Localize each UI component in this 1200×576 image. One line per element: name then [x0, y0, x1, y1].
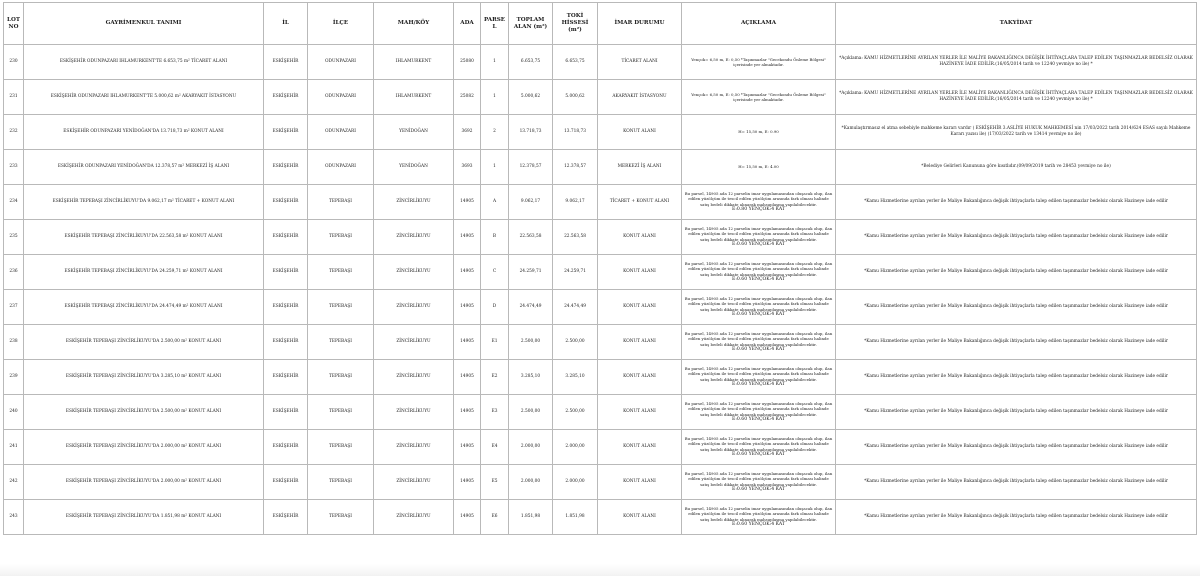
- cell-il: ESKİŞEHİR: [264, 150, 308, 185]
- bottom-fade: [0, 564, 1200, 576]
- cell-imar-durumu: KONUT ALANI: [598, 360, 682, 395]
- cell-imar-durumu: KONUT ALANI: [598, 500, 682, 535]
- cell-lot-no: 232: [4, 115, 24, 150]
- cell-ada: 14905: [454, 360, 481, 395]
- cell-lot-no: 234: [4, 185, 24, 220]
- table-row: [4, 430, 1197, 465]
- table-row: [4, 325, 1197, 360]
- header-imar-durumu: İMAR DURUMU: [598, 3, 682, 45]
- cell-parsel: E1: [481, 325, 509, 360]
- cell-toki-hissesi: 22.563,58: [553, 220, 598, 255]
- aciklama-text: Bu parsel, 14905 ada 12 parselin imar uygulamasından oluşacak olup, ilan edilen yüzölçüm ile tescil edilen yüzölçüm arasında fark olması halinde satış bedeli dikkate alınarak mahsuplaşma yapılabilecektir.: [684, 506, 833, 522]
- aciklama-kat: E:0.60 YENÇOK:4 KAT: [731, 311, 785, 317]
- cell-imar-durumu: KONUT ALANI: [598, 395, 682, 430]
- aciklama-text: Bu parsel, 14905 ada 12 parselin imar uygulamasından oluşacak olup, ilan edilen yüzölçüm ile tescil edilen yüzölçüm arasında fark olması halinde satış bedeli dikkate alınarak mahsuplaşma yapılabilecektir.: [684, 191, 833, 207]
- cell-aciklama: [682, 115, 836, 150]
- cell-il: ESKİŞEHİR: [264, 395, 308, 430]
- cell-il: ESKİŞEHİR: [264, 465, 308, 500]
- cell-il: ESKİŞEHİR: [264, 80, 308, 115]
- cell-toki-hissesi: 9.062,17: [553, 185, 598, 220]
- cell-toki-hissesi: 12.378,57: [553, 150, 598, 185]
- cell-ada: 3693: [454, 150, 481, 185]
- table-row: [4, 185, 1197, 220]
- cell-lot-no: 231: [4, 80, 24, 115]
- cell-il: ESKİŞEHİR: [264, 115, 308, 150]
- cell-aciklama: [682, 395, 836, 430]
- cell-imar-durumu: KONUT ALANI: [598, 255, 682, 290]
- aciklama-text: Yençok= 6,50 m, E: 0,50 *Taşınmazlar "Gecekondu Önleme Bölgesi" içerisinde yer almaktadır.: [691, 56, 826, 67]
- table-header: [4, 3, 1197, 45]
- cell-ilce: TEPEBAŞI: [308, 325, 374, 360]
- cell-ilce: TEPEBAŞI: [308, 465, 374, 500]
- aciklama-kat: E:0.60 YENÇOK:4 KAT: [731, 276, 785, 282]
- header-ilce: İLÇE: [308, 3, 374, 45]
- cell-toki-hissesi: 24.474,49: [553, 290, 598, 325]
- cell-parsel: 1: [481, 80, 509, 115]
- cell-gayrimenkul-tanimi: ESKİŞEHİR ODUNPAZARI YENİDOĞAN'DA 13.718,73 m² KONUT ALANI: [24, 115, 264, 150]
- header-aciklama: AÇIKLAMA: [682, 3, 836, 45]
- header-toplam-alan: TOPLAM ALAN (m²): [509, 3, 553, 45]
- cell-mahalle: ZİNCİRLİKUYU: [374, 325, 454, 360]
- cell-takyidat: *Kamu Hizmetlerine ayrılan yerler ile Maliye Bakanlığınca değişik ihtiyaçlarla talep edilen taşınmazlar bedelsiz olarak Hazineye iade edilir: [836, 430, 1197, 465]
- cell-gayrimenkul-tanimi: ESKİŞEHİR TEPEBAŞI ZİNCİRLİKUYU'DA 1.851,98 m² KONUT ALANI: [24, 500, 264, 535]
- cell-ilce: TEPEBAŞI: [308, 360, 374, 395]
- lot-table: [3, 2, 1197, 535]
- cell-gayrimenkul-tanimi: ESKİŞEHİR TEPEBAŞI ZİNCİRLİKUYU'DA 2.500,00 m² KONUT ALANI: [24, 395, 264, 430]
- table-row: [4, 290, 1197, 325]
- cell-il: ESKİŞEHİR: [264, 430, 308, 465]
- cell-toplam-alan: 2.000,00: [509, 465, 553, 500]
- cell-ilce: TEPEBAŞI: [308, 395, 374, 430]
- cell-takyidat: *Açıklama: KAMU HİZMETLERİNE AYRILAN YERLER İLE MALİYE BAKANLIĞINCA DEĞİŞİK İHTİYAÇLARA TALEP EDİLEN TAŞINMAZLAR BEDELSİZ OLARAK HAZİNEYE İADE EDİLİR.(16/05/2014 tarih ve 12240 yevmiye no ile) *: [836, 45, 1197, 80]
- cell-toki-hissesi: 5.000,62: [553, 80, 598, 115]
- cell-aciklama: [682, 325, 836, 360]
- cell-aciklama: [682, 500, 836, 535]
- cell-parsel: A: [481, 185, 509, 220]
- cell-aciklama: [682, 185, 836, 220]
- cell-takyidat: *Kamu Hizmetlerine ayrılan yerler ile Maliye Bakanlığınca değişik ihtiyaçlarla talep edilen taşınmazlar bedelsiz olarak Hazineye iade edilir: [836, 185, 1197, 220]
- cell-aciklama: [682, 220, 836, 255]
- cell-takyidat: *Kamu Hizmetlerine ayrılan yerler ile Maliye Bakanlığınca değişik ihtiyaçlarla talep edilen taşınmazlar bedelsiz olarak Hazineye iade edilir: [836, 220, 1197, 255]
- cell-toplam-alan: 6.653,75: [509, 45, 553, 80]
- cell-toplam-alan: 2.500,00: [509, 395, 553, 430]
- cell-takyidat: *Kamu Hizmetlerine ayrılan yerler ile Maliye Bakanlığınca değişik ihtiyaçlarla talep edilen taşınmazlar bedelsiz olarak Hazineye iade edilir: [836, 465, 1197, 500]
- cell-il: ESKİŞEHİR: [264, 220, 308, 255]
- cell-ilce: TEPEBAŞI: [308, 430, 374, 465]
- cell-mahalle: ZİNCİRLİKUYU: [374, 500, 454, 535]
- cell-ilce: ODUNPAZARI: [308, 150, 374, 185]
- cell-parsel: E2: [481, 360, 509, 395]
- cell-toplam-alan: 24.259,71: [509, 255, 553, 290]
- cell-gayrimenkul-tanimi: ESKİŞEHİR TEPEBAŞI ZİNCİRLİKUYU'DA 9.062,17 m² TİCARET + KONUT ALANI: [24, 185, 264, 220]
- cell-ada: 14905: [454, 255, 481, 290]
- cell-ada: 25082: [454, 80, 481, 115]
- aciklama-kat: E:0.60 YENÇOK:4 KAT: [731, 416, 785, 422]
- cell-ilce: TEPEBAŞI: [308, 185, 374, 220]
- header-row: [4, 3, 1197, 45]
- header-lot-no: LOT NO: [4, 3, 24, 45]
- cell-parsel: E3: [481, 395, 509, 430]
- cell-takyidat: *Kamu Hizmetlerine ayrılan yerler ile Maliye Bakanlığınca değişik ihtiyaçlarla talep edilen taşınmazlar bedelsiz olarak Hazineye iade edilir: [836, 255, 1197, 290]
- aciklama-kat: E:0.60 YENÇOK:4 KAT: [731, 521, 785, 527]
- cell-imar-durumu: MERKEZİ İŞ ALANI: [598, 150, 682, 185]
- cell-ada: 3692: [454, 115, 481, 150]
- aciklama-kat: E:0.60 YENÇOK:4 KAT: [731, 241, 785, 247]
- cell-mahalle: IHLAMURKENT: [374, 80, 454, 115]
- cell-parsel: 1: [481, 150, 509, 185]
- cell-ilce: ODUNPAZARI: [308, 80, 374, 115]
- cell-aciklama: [682, 360, 836, 395]
- cell-imar-durumu: KONUT ALANI: [598, 220, 682, 255]
- cell-gayrimenkul-tanimi: ESKİŞEHİR ODUNPAZARI IHLAMURKENT'TE 6.653,75 m² TİCARET ALANI: [24, 45, 264, 80]
- aciklama-text: Bu parsel, 14905 ada 12 parselin imar uygulamasından oluşacak olup, ilan edilen yüzölçüm ile tescil edilen yüzölçüm arasında fark olması halinde satış bedeli dikkate alınarak mahsuplaşma yapılabilecektir.: [684, 366, 833, 382]
- table-row: [4, 395, 1197, 430]
- cell-imar-durumu: KONUT ALANI: [598, 430, 682, 465]
- cell-toplam-alan: 5.000,62: [509, 80, 553, 115]
- cell-lot-no: 242: [4, 465, 24, 500]
- cell-imar-durumu: KONUT ALANI: [598, 325, 682, 360]
- aciklama-text: Yençok= 6,50 m, E: 0,50 *Taşınmazlar "Gecekondu Önleme Bölgesi" içerisinde yer almaktadır.: [691, 91, 826, 102]
- cell-ilce: ODUNPAZARI: [308, 45, 374, 80]
- cell-lot-no: 241: [4, 430, 24, 465]
- cell-lot-no: 240: [4, 395, 24, 430]
- cell-lot-no: 238: [4, 325, 24, 360]
- cell-il: ESKİŞEHİR: [264, 45, 308, 80]
- cell-toki-hissesi: 2.000,00: [553, 430, 598, 465]
- cell-ada: 14905: [454, 500, 481, 535]
- cell-aciklama: [682, 150, 836, 185]
- cell-gayrimenkul-tanimi: ESKİŞEHİR TEPEBAŞI ZİNCİRLİKUYU'DA 24.259,71 m² KONUT ALANI: [24, 255, 264, 290]
- cell-gayrimenkul-tanimi: ESKİŞEHİR TEPEBAŞI ZİNCİRLİKUYU'DA 22.563,58 m² KONUT ALANI: [24, 220, 264, 255]
- cell-aciklama: [682, 430, 836, 465]
- cell-gayrimenkul-tanimi: ESKİŞEHİR ODUNPAZARI IHLAMURKENT'TE 5.000,62 m² AKARYAKIT İSTASYONU: [24, 80, 264, 115]
- aciklama-kat: E:0.60 YENÇOK:4 KAT: [731, 381, 785, 387]
- table-row: [4, 255, 1197, 290]
- cell-takyidat: *Kamu Hizmetlerine ayrılan yerler ile Maliye Bakanlığınca değişik ihtiyaçlarla talep edilen taşınmazlar bedelsiz olarak Hazineye iade edilir: [836, 325, 1197, 360]
- cell-takyidat: *Kamu Hizmetlerine ayrılan yerler ile Maliye Bakanlığınca değişik ihtiyaçlarla talep edilen taşınmazlar bedelsiz olarak Hazineye iade edilir: [836, 500, 1197, 535]
- table-row: [4, 150, 1197, 185]
- table-body: [4, 45, 1197, 535]
- cell-mahalle: ZİNCİRLİKUYU: [374, 220, 454, 255]
- aciklama-text: Bu parsel, 14905 ada 12 parselin imar uygulamasından oluşacak olup, ilan edilen yüzölçüm ile tescil edilen yüzölçüm arasında fark olması halinde satış bedeli dikkate alınarak mahsuplaşma yapılabilecektir.: [684, 296, 833, 312]
- cell-ada: 14905: [454, 185, 481, 220]
- cell-il: ESKİŞEHİR: [264, 255, 308, 290]
- cell-ilce: TEPEBAŞI: [308, 255, 374, 290]
- cell-imar-durumu: KONUT ALANI: [598, 290, 682, 325]
- cell-gayrimenkul-tanimi: ESKİŞEHİR TEPEBAŞI ZİNCİRLİKUYU'DA 24.474,49 m² KONUT ALANI: [24, 290, 264, 325]
- cell-mahalle: ZİNCİRLİKUYU: [374, 255, 454, 290]
- header-mahalle: MAH/KÖY: [374, 3, 454, 45]
- cell-takyidat: *Açıklama: KAMU HİZMETLERİNE AYRILAN YERLER İLE MALİYE BAKANLIĞINCA DEĞİŞİK İHTİYAÇLARA TALEP EDİLEN TAŞINMAZLAR BEDELSİZ OLARAK HAZİNEYE İADE EDİLİR.(16/05/2014 tarih ve 12240 yevmiye no ile) *: [836, 80, 1197, 115]
- cell-ada: 14905: [454, 325, 481, 360]
- cell-takyidat: *Kamu Hizmetlerine ayrılan yerler ile Maliye Bakanlığınca değişik ihtiyaçlarla talep edilen taşınmazlar bedelsiz olarak Hazineye iade edilir: [836, 290, 1197, 325]
- cell-aciklama: [682, 290, 836, 325]
- cell-ada: 14905: [454, 430, 481, 465]
- cell-aciklama: [682, 255, 836, 290]
- cell-toki-hissesi: 3.285,10: [553, 360, 598, 395]
- cell-imar-durumu: TİCARET + KONUT ALANI: [598, 185, 682, 220]
- aciklama-text: Bu parsel, 14905 ada 12 parselin imar uygulamasından oluşacak olup, ilan edilen yüzölçüm ile tescil edilen yüzölçüm arasında fark olması halinde satış bedeli dikkate alınarak mahsuplaşma yapılabilecektir.: [684, 471, 833, 487]
- aciklama-text: Bu parsel, 14905 ada 12 parselin imar uygulamasından oluşacak olup, ilan edilen yüzölçüm ile tescil edilen yüzölçüm arasında fark olması halinde satış bedeli dikkate alınarak mahsuplaşma yapılabilecektir.: [684, 436, 833, 452]
- cell-parsel: B: [481, 220, 509, 255]
- cell-il: ESKİŞEHİR: [264, 290, 308, 325]
- cell-ada: 14905: [454, 220, 481, 255]
- cell-il: ESKİŞEHİR: [264, 360, 308, 395]
- table-row: [4, 115, 1197, 150]
- cell-ilce: TEPEBAŞI: [308, 290, 374, 325]
- cell-toplam-alan: 12.378,57: [509, 150, 553, 185]
- cell-lot-no: 235: [4, 220, 24, 255]
- cell-lot-no: 239: [4, 360, 24, 395]
- cell-mahalle: ZİNCİRLİKUYU: [374, 290, 454, 325]
- cell-toki-hissesi: 2.500,00: [553, 325, 598, 360]
- cell-ada: 14905: [454, 290, 481, 325]
- cell-il: ESKİŞEHİR: [264, 185, 308, 220]
- cell-ilce: TEPEBAŞI: [308, 220, 374, 255]
- table-row: [4, 360, 1197, 395]
- cell-mahalle: ZİNCİRLİKUYU: [374, 185, 454, 220]
- cell-parsel: 2: [481, 115, 509, 150]
- cell-mahalle: IHLAMURKENT: [374, 45, 454, 80]
- cell-lot-no: 236: [4, 255, 24, 290]
- cell-parsel: C: [481, 255, 509, 290]
- cell-toplam-alan: 24.474,49: [509, 290, 553, 325]
- cell-gayrimenkul-tanimi: ESKİŞEHİR ODUNPAZARI YENİDOĞAN'DA 12.378,57 m² MERKEZİ İŞ ALANI: [24, 150, 264, 185]
- cell-toplam-alan: 2.000,00: [509, 430, 553, 465]
- cell-ada: 25080: [454, 45, 481, 80]
- cell-takyidat: *Belediye Gelirleri Kanununa göre kısıtlıdır.(09/09/2019 tarih ve 28453 yevmiye no ile): [836, 150, 1197, 185]
- cell-parsel: E4: [481, 430, 509, 465]
- cell-gayrimenkul-tanimi: ESKİŞEHİR TEPEBAŞI ZİNCİRLİKUYU'DA 2.500,00 m² KONUT ALANI: [24, 325, 264, 360]
- cell-ada: 14905: [454, 395, 481, 430]
- cell-gayrimenkul-tanimi: ESKİŞEHİR TEPEBAŞI ZİNCİRLİKUYU'DA 2.000,00 m² KONUT ALANI: [24, 430, 264, 465]
- cell-lot-no: 230: [4, 45, 24, 80]
- cell-il: ESKİŞEHİR: [264, 325, 308, 360]
- cell-takyidat: *Kamu Hizmetlerine ayrılan yerler ile Maliye Bakanlığınca değişik ihtiyaçlarla talep edilen taşınmazlar bedelsiz olarak Hazineye iade edilir: [836, 395, 1197, 430]
- cell-toplam-alan: 3.285,10: [509, 360, 553, 395]
- cell-takyidat: *Kamu Hizmetlerine ayrılan yerler ile Maliye Bakanlığınca değişik ihtiyaçlarla talep edilen taşınmazlar bedelsiz olarak Hazineye iade edilir: [836, 360, 1197, 395]
- cell-toki-hissesi: 6.653,75: [553, 45, 598, 80]
- cell-gayrimenkul-tanimi: ESKİŞEHİR TEPEBAŞI ZİNCİRLİKUYU'DA 3.285,10 m² KONUT ALANI: [24, 360, 264, 395]
- cell-lot-no: 243: [4, 500, 24, 535]
- cell-toki-hissesi: 2.500,00: [553, 395, 598, 430]
- table-row: [4, 500, 1197, 535]
- table-row: [4, 220, 1197, 255]
- table-row: [4, 80, 1197, 115]
- cell-toplam-alan: 22.563,58: [509, 220, 553, 255]
- cell-mahalle: ZİNCİRLİKUYU: [374, 360, 454, 395]
- cell-aciklama: [682, 45, 836, 80]
- cell-mahalle: YENİDOĞAN: [374, 115, 454, 150]
- cell-toplam-alan: 9.062,17: [509, 185, 553, 220]
- cell-imar-durumu: KONUT ALANI: [598, 115, 682, 150]
- cell-parsel: E5: [481, 465, 509, 500]
- aciklama-text: Bu parsel, 14905 ada 12 parselin imar uygulamasından oluşacak olup, ilan edilen yüzölçüm ile tescil edilen yüzölçüm arasında fark olması halinde satış bedeli dikkate alınarak mahsuplaşma yapılabilecektir.: [684, 331, 833, 347]
- cell-imar-durumu: KONUT ALANI: [598, 465, 682, 500]
- cell-toki-hissesi: 2.000,00: [553, 465, 598, 500]
- cell-mahalle: YENİDOĞAN: [374, 150, 454, 185]
- aciklama-kat: E:0.80 YENÇOK:4 KAT: [731, 206, 785, 212]
- cell-toplam-alan: 2.500,00: [509, 325, 553, 360]
- cell-toplam-alan: 13.718,73: [509, 115, 553, 150]
- header-toki-hissesi: TOKİ HİSSESİ (m²): [553, 3, 598, 45]
- aciklama-text: Bu parsel, 14905 ada 12 parselin imar uygulamasından oluşacak olup, ilan edilen yüzölçüm ile tescil edilen yüzölçüm arasında fark olması halinde satış bedeli dikkate alınarak mahsuplaşma yapılabilecektir.: [684, 261, 833, 277]
- aciklama-text: H= 15,50 m, E: 4.00: [738, 164, 779, 170]
- cell-parsel: D: [481, 290, 509, 325]
- header-il: İL: [264, 3, 308, 45]
- cell-imar-durumu: TİCARET ALANI: [598, 45, 682, 80]
- header-parsel: PARSEL: [481, 3, 509, 45]
- cell-ilce: ODUNPAZARI: [308, 115, 374, 150]
- table-row: [4, 45, 1197, 80]
- cell-toki-hissesi: 13.718,73: [553, 115, 598, 150]
- cell-il: ESKİŞEHİR: [264, 500, 308, 535]
- aciklama-text: Bu parsel, 14905 ada 12 parselin imar uygulamasından oluşacak olup, ilan edilen yüzölçüm ile tescil edilen yüzölçüm arasında fark olması halinde satış bedeli dikkate alınarak mahsuplaşma yapılabilecektir.: [684, 401, 833, 417]
- header-takyidat: TAKYİDAT: [836, 3, 1197, 45]
- cell-aciklama: [682, 465, 836, 500]
- cell-toki-hissesi: 24.259,71: [553, 255, 598, 290]
- cell-imar-durumu: AKARYAKIT İSTASYONU: [598, 80, 682, 115]
- header-ada: ADA: [454, 3, 481, 45]
- cell-parsel: E6: [481, 500, 509, 535]
- cell-toki-hissesi: 1.851,98: [553, 500, 598, 535]
- cell-ada: 14905: [454, 465, 481, 500]
- aciklama-kat: E:0.60 YENÇOK:4 KAT: [731, 346, 785, 352]
- cell-aciklama: [682, 80, 836, 115]
- aciklama-text: H= 15,50 m, E: 0.90: [738, 129, 779, 135]
- cell-gayrimenkul-tanimi: ESKİŞEHİR TEPEBAŞI ZİNCİRLİKUYU'DA 2.000,00 m² KONUT ALANI: [24, 465, 264, 500]
- cell-mahalle: ZİNCİRLİKUYU: [374, 465, 454, 500]
- cell-lot-no: 237: [4, 290, 24, 325]
- aciklama-text: Bu parsel, 14905 ada 12 parselin imar uygulamasından oluşacak olup, ilan edilen yüzölçüm ile tescil edilen yüzölçüm arasında fark olması halinde satış bedeli dikkate alınarak mahsuplaşma yapılabilecektir.: [684, 226, 833, 242]
- aciklama-kat: E:0.60 YENÇOK:4 KAT: [731, 451, 785, 457]
- table-row: [4, 465, 1197, 500]
- aciklama-kat: E:0.60 YENÇOK:4 KAT: [731, 486, 785, 492]
- cell-takyidat: *Kamulaştırmasız el atma sebebiyle mahkeme kararı vardır ( ESKİŞEHİR 3.ASLİYE HUKUK MAHKEMESİ nin 17/03/2022 tarih 2014/624 ESAS sayılı Mahkeme Kararı yazısı ile) (17/03/2022 tarih ve 13414 yevmiye no ile): [836, 115, 1197, 150]
- cell-toplam-alan: 1.851,98: [509, 500, 553, 535]
- cell-ilce: TEPEBAŞI: [308, 500, 374, 535]
- cell-mahalle: ZİNCİRLİKUYU: [374, 430, 454, 465]
- cell-mahalle: ZİNCİRLİKUYU: [374, 395, 454, 430]
- cell-lot-no: 233: [4, 150, 24, 185]
- cell-parsel: 1: [481, 45, 509, 80]
- header-gayrimenkul-tanimi: GAYRİMENKUL TANIMI: [24, 3, 264, 45]
